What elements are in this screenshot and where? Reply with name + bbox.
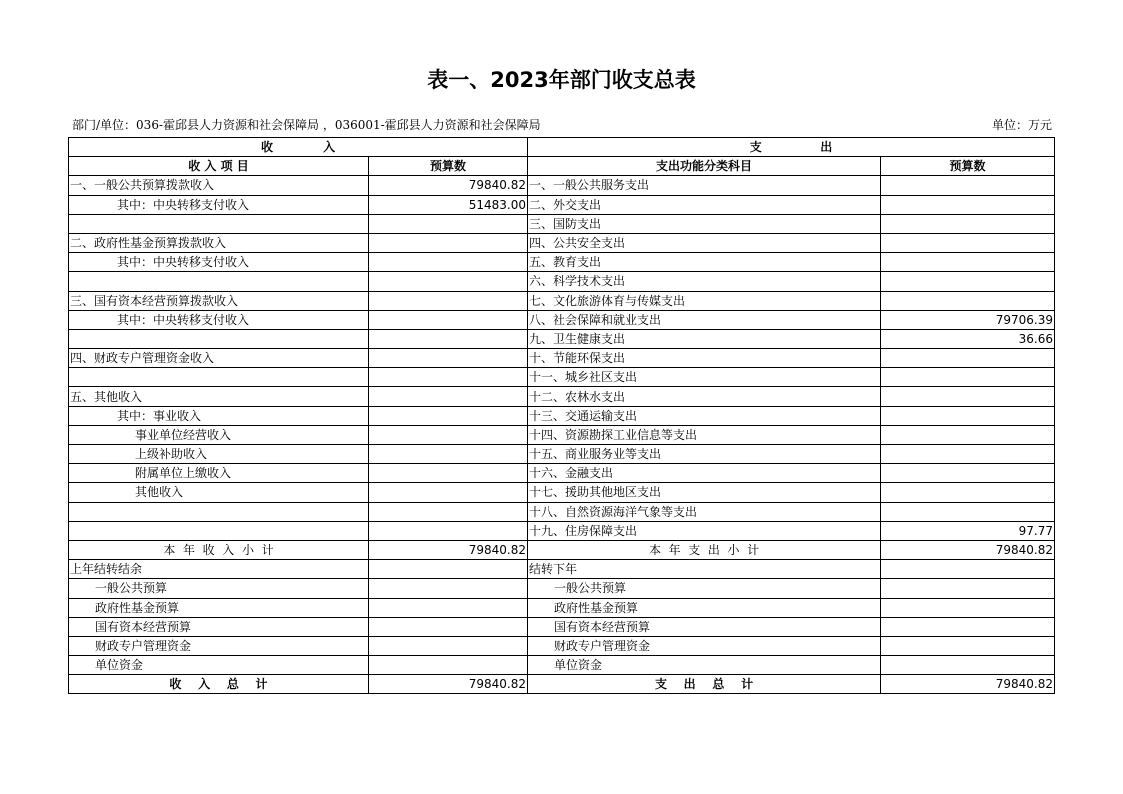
income-label: 国有资本经营预算 [69, 617, 369, 636]
expense-label: 十六、金融支出 [528, 464, 881, 483]
income-value [369, 368, 528, 387]
income-value [369, 521, 528, 540]
expense-value [881, 656, 1055, 675]
income-value [369, 291, 528, 310]
expense-value [881, 349, 1055, 368]
expense-label: 十五、商业服务业等支出 [528, 445, 881, 464]
expense-label: 八、社会保障和就业支出 [528, 310, 881, 329]
table-row [69, 521, 1055, 540]
expense-value [881, 483, 1055, 502]
table-row [69, 310, 1055, 329]
expense-value: 97.77 [881, 521, 1055, 540]
table-row [69, 598, 1055, 617]
table-row [69, 502, 1055, 521]
expense-label: 十七、援助其他地区支出 [528, 483, 881, 502]
column-header-row [69, 157, 1055, 176]
income-budget-header: 预算数 [369, 157, 528, 176]
expense-label: 十九、住房保障支出 [528, 521, 881, 540]
table-row [69, 579, 1055, 598]
income-value [369, 502, 528, 521]
expense-value [881, 598, 1055, 617]
expense-label: 十二、农林水支出 [528, 387, 881, 406]
table-row [69, 253, 1055, 272]
income-value [369, 656, 528, 675]
expense-label: 九、卫生健康支出 [528, 329, 881, 348]
table-row [69, 368, 1055, 387]
income-label: 二、政府性基金预算拨款收入 [69, 233, 369, 252]
table-row [69, 272, 1055, 291]
income-value [369, 329, 528, 348]
income-label: 五、其他收入 [69, 387, 369, 406]
income-value: 79840.82 [369, 176, 528, 195]
income-value [369, 445, 528, 464]
income-value [369, 617, 528, 636]
expense-value: 36.66 [881, 329, 1055, 348]
table-row [69, 176, 1055, 195]
income-label: 上年结转结余 [69, 560, 369, 579]
expense-label: 国有资本经营预算 [528, 617, 881, 636]
income-value [369, 483, 528, 502]
table-row [69, 387, 1055, 406]
expense-value [881, 502, 1055, 521]
income-label [69, 521, 369, 540]
expense-label: 政府性基金预算 [528, 598, 881, 617]
expense-label: 二、外交支出 [528, 195, 881, 214]
income-value [369, 560, 528, 579]
income-label: 三、国有资本经营预算拨款收入 [69, 291, 369, 310]
expense-value [881, 272, 1055, 291]
income-label: 事业单位经营收入 [69, 425, 369, 444]
expense-budget-header: 预算数 [881, 157, 1055, 176]
expense-label: 四、公共安全支出 [528, 233, 881, 252]
income-label [69, 272, 369, 291]
table-row [69, 406, 1055, 425]
table-row [69, 636, 1055, 655]
expense-label: 十八、自然资源海洋气象等支出 [528, 502, 881, 521]
income-label [69, 214, 369, 233]
income-value [369, 425, 528, 444]
expense-value [881, 617, 1055, 636]
income-value [369, 464, 528, 483]
income-section-header: 收 入 [69, 138, 528, 157]
income-label: 其中：事业收入 [69, 406, 369, 425]
income-subtotal-label: 本 年 收 入 小 计 [69, 540, 369, 559]
expense-label: 单位资金 [528, 656, 881, 675]
page-title: 表一、2023年部门收支总表 [427, 68, 696, 92]
expense-subtotal-label: 本 年 支 出 小 计 [528, 540, 881, 559]
income-label: 其中：中央转移支付收入 [69, 310, 369, 329]
income-total-label: 收 入 总 计 [69, 675, 369, 694]
expense-total-value: 79840.82 [881, 675, 1055, 694]
income-label [69, 329, 369, 348]
expense-value [881, 445, 1055, 464]
department-label: 部门/单位：036-霍邱县人力资源和社会保障局 ，036001-霍邱县人力资源和社会保障局 [72, 118, 541, 132]
expense-value [881, 233, 1055, 252]
expense-label: 十三、交通运输支出 [528, 406, 881, 425]
table-row [69, 656, 1055, 675]
expense-label: 财政专户管理资金 [528, 636, 881, 655]
expense-value [881, 253, 1055, 272]
income-label: 一、一般公共预算拨款收入 [69, 176, 369, 195]
expense-value [881, 214, 1055, 233]
expense-section-header: 支 出 [528, 138, 1055, 157]
income-label: 其他收入 [69, 483, 369, 502]
income-label: 一般公共预算 [69, 579, 369, 598]
income-label: 附属单位上缴收入 [69, 464, 369, 483]
income-value [369, 387, 528, 406]
table-row [69, 464, 1055, 483]
income-value [369, 253, 528, 272]
expense-label: 一般公共预算 [528, 579, 881, 598]
expense-label: 三、国防支出 [528, 214, 881, 233]
expense-value [881, 636, 1055, 655]
table-row [69, 291, 1055, 310]
income-value [369, 310, 528, 329]
income-label: 政府性基金预算 [69, 598, 369, 617]
income-label: 单位资金 [69, 656, 369, 675]
subtotal-row [69, 540, 1055, 559]
table-row [69, 349, 1055, 368]
table-row [69, 617, 1055, 636]
unit-label: 单位：万元 [991, 118, 1052, 132]
table-row [69, 483, 1055, 502]
expense-label: 六、科学技术支出 [528, 272, 881, 291]
expense-value [881, 579, 1055, 598]
income-label: 上级补助收入 [69, 445, 369, 464]
expense-value [881, 176, 1055, 195]
table-row [69, 233, 1055, 252]
table-row [69, 445, 1055, 464]
income-label: 其中：中央转移支付收入 [69, 195, 369, 214]
expense-label: 十四、资源勘探工业信息等支出 [528, 425, 881, 444]
expense-label: 七、文化旅游体育与传媒支出 [528, 291, 881, 310]
expense-label: 十一、城乡社区支出 [528, 368, 881, 387]
table-row [69, 195, 1055, 214]
expense-subtotal-value: 79840.82 [881, 540, 1055, 559]
income-subtotal-value: 79840.82 [369, 540, 528, 559]
table-row [69, 425, 1055, 444]
table-row [69, 329, 1055, 348]
expense-item-header: 支出功能分类科目 [528, 157, 881, 176]
expense-label: 五、教育支出 [528, 253, 881, 272]
income-value [369, 636, 528, 655]
income-value [369, 272, 528, 291]
income-value [369, 406, 528, 425]
expense-total-label: 支 出 总 计 [528, 675, 881, 694]
expense-value [881, 195, 1055, 214]
income-label: 财政专户管理资金 [69, 636, 369, 655]
income-value: 51483.00 [369, 195, 528, 214]
income-label [69, 502, 369, 521]
section-header-row [69, 138, 1055, 157]
income-value [369, 214, 528, 233]
income-total-value: 79840.82 [369, 675, 528, 694]
expense-value [881, 406, 1055, 425]
expense-value [881, 387, 1055, 406]
expense-label: 十、节能环保支出 [528, 349, 881, 368]
income-label [69, 368, 369, 387]
expense-value [881, 291, 1055, 310]
income-value [369, 349, 528, 368]
expense-value [881, 368, 1055, 387]
budget-summary-table [68, 137, 1055, 694]
income-value [369, 233, 528, 252]
income-label: 四、财政专户管理资金收入 [69, 349, 369, 368]
expense-label: 一、一般公共服务支出 [528, 176, 881, 195]
income-value [369, 598, 528, 617]
table-row [69, 560, 1055, 579]
expense-value: 79706.39 [881, 310, 1055, 329]
income-label: 其中：中央转移支付收入 [69, 253, 369, 272]
expense-label: 结转下年 [528, 560, 881, 579]
income-value [369, 579, 528, 598]
expense-value [881, 560, 1055, 579]
expense-value [881, 464, 1055, 483]
income-item-header: 收 入 项 目 [69, 157, 369, 176]
expense-value [881, 425, 1055, 444]
report-meta [72, 117, 1052, 133]
table-row [69, 214, 1055, 233]
total-row [69, 675, 1055, 694]
